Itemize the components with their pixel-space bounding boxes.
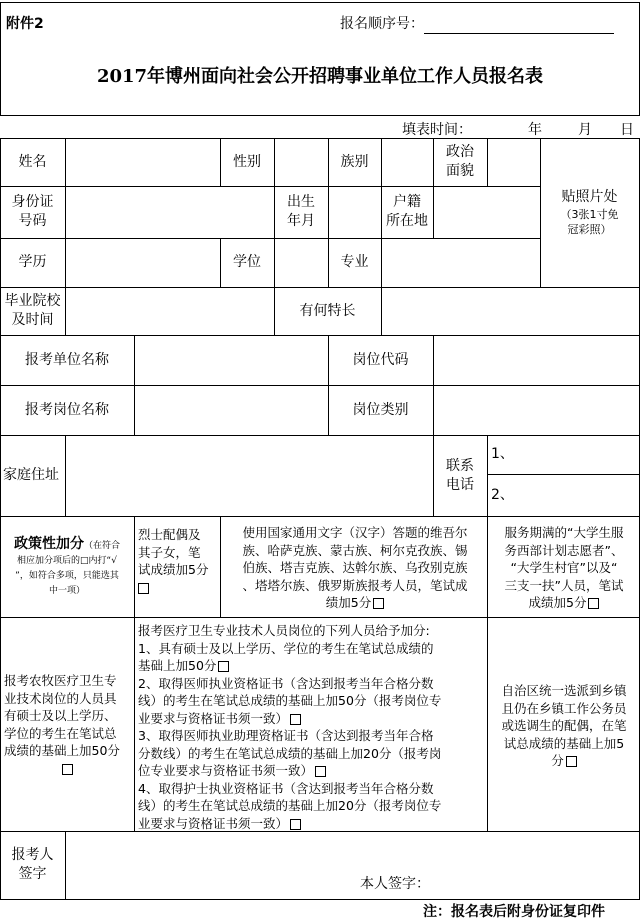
education-field[interactable] bbox=[66, 239, 220, 287]
id-label-line: 号码 bbox=[18, 213, 47, 229]
name-label: 姓名 bbox=[18, 153, 47, 170]
self-sign-label: 本人签字： bbox=[360, 876, 430, 892]
attachment-label: 附件2 bbox=[6, 16, 44, 32]
phone-label-line: 电话 bbox=[446, 476, 474, 493]
martyr-line: 烈士配偶及 bbox=[138, 527, 201, 542]
service-line: 成绩加5分 bbox=[528, 595, 587, 610]
page-title: 2017年博州面向社会公开招聘事业单位工作人员报名表 bbox=[96, 66, 544, 87]
degree-label: 学位 bbox=[233, 254, 261, 270]
post-type-label: 岗位类别 bbox=[352, 401, 409, 418]
minority-line: 、塔塔尔族、俄罗斯族报考人员，笔试成 bbox=[242, 577, 468, 593]
medical-line: 基础上加50分 bbox=[138, 658, 217, 673]
name-field[interactable] bbox=[66, 139, 220, 186]
martyr-text bbox=[138, 526, 220, 596]
photo-area[interactable] bbox=[540, 138, 639, 287]
applicant-label-line: 签字 bbox=[18, 866, 47, 882]
post-code-field[interactable] bbox=[434, 336, 639, 385]
medical-checkbox-3[interactable] bbox=[315, 766, 326, 777]
birth-field[interactable] bbox=[329, 187, 381, 238]
service-checkbox[interactable] bbox=[588, 598, 599, 609]
medical-line: 2、取得医师执业资格证书（含达到报考当年合格分数 bbox=[138, 675, 434, 691]
medical-line: 位专业要求与资格证书须一致） bbox=[138, 763, 314, 778]
row-line bbox=[0, 899, 640, 900]
frame-line bbox=[0, 2, 640, 3]
service-line: 服务期满的“大学生服 bbox=[504, 525, 624, 540]
hukou-label-line: 所在地 bbox=[386, 213, 428, 229]
frame-line bbox=[0, 115, 640, 116]
policy-note: ”，如符合多项，只能选其 bbox=[15, 570, 119, 581]
seq-label bbox=[340, 14, 614, 34]
medical-checkbox-2[interactable] bbox=[290, 714, 301, 725]
applicant-label bbox=[0, 831, 65, 899]
medical-line: 分数线）的考生在笔试总成绩的基础上加20分（报考岗 bbox=[138, 745, 442, 761]
township-text bbox=[490, 682, 638, 770]
footer-note: 注：报名表后附身份证复印件 bbox=[423, 904, 605, 920]
post-name-label: 报考岗位名称 bbox=[25, 401, 109, 418]
policy-label: 政策性加分 bbox=[13, 535, 84, 552]
gender-label: 性别 bbox=[233, 153, 261, 170]
policy-note: 相应加分项后的□内打“√ bbox=[17, 555, 117, 566]
minority-text bbox=[224, 524, 486, 612]
agri-line: 学位的考生在笔试总 bbox=[4, 725, 117, 741]
hukou-label-line: 户籍 bbox=[393, 194, 421, 210]
seq-input-line[interactable] bbox=[424, 19, 614, 34]
id-label bbox=[0, 186, 65, 238]
township-line: 分 bbox=[551, 753, 564, 768]
township-line: 试总成绩的基础上加5 bbox=[503, 735, 625, 751]
fill-month: 月 bbox=[578, 122, 592, 138]
birth-label-line: 出生 bbox=[287, 194, 315, 210]
specialty-field[interactable] bbox=[382, 288, 639, 335]
phone-2-field[interactable]: 2、 bbox=[491, 487, 514, 503]
school-label-line: 及时间 bbox=[11, 312, 54, 328]
township-line: 或选调生的配偶，在笔 bbox=[501, 718, 627, 733]
ethnicity-label: 族别 bbox=[340, 153, 369, 170]
political-label-line: 政治 bbox=[446, 144, 474, 160]
martyr-line: 试成绩加5分 bbox=[138, 562, 209, 577]
photo-note: （3张1寸免 bbox=[560, 208, 619, 221]
address-field[interactable] bbox=[66, 436, 433, 516]
major-field[interactable] bbox=[382, 239, 540, 287]
service-line: 三支一扶”人员，笔试 bbox=[504, 577, 624, 593]
school-field[interactable] bbox=[66, 288, 274, 335]
id-field[interactable] bbox=[66, 187, 274, 238]
service-line: 务西部计划志愿者”、 bbox=[504, 542, 624, 558]
agri-checkbox[interactable] bbox=[62, 764, 73, 775]
medical-checkbox-1[interactable] bbox=[218, 661, 229, 672]
photo-label: 贴照片处 bbox=[561, 189, 618, 205]
gender-field[interactable] bbox=[275, 139, 328, 186]
medical-line: 业要求与资格证书须一致） bbox=[138, 815, 289, 831]
col-line bbox=[134, 617, 135, 831]
minority-line: 使用国家通用文字（汉字）答题的维吾尔 bbox=[242, 525, 468, 540]
seq-label-text: 报名顺序号： bbox=[340, 16, 424, 32]
service-text bbox=[490, 524, 638, 612]
hukou-label bbox=[381, 186, 433, 238]
post-code-label: 岗位代码 bbox=[352, 351, 409, 368]
col-line bbox=[134, 516, 135, 617]
minority-line: 绩加5分 bbox=[325, 595, 372, 610]
school-label bbox=[0, 287, 65, 335]
policy-label-cell bbox=[0, 516, 134, 617]
row-line bbox=[0, 617, 640, 618]
photo-note: 冠彩照） bbox=[567, 223, 612, 236]
specialty-label: 有何特长 bbox=[299, 302, 356, 319]
medical-line: 线）的考生在笔试总成绩的基础上加20分（报考岗位专 bbox=[138, 798, 442, 813]
col-line bbox=[487, 617, 488, 831]
signature-area[interactable] bbox=[66, 832, 639, 899]
education-label: 学历 bbox=[18, 254, 47, 270]
medical-checkbox-4[interactable] bbox=[290, 819, 301, 830]
phone-label bbox=[433, 435, 487, 516]
col-line bbox=[220, 516, 221, 617]
hukou-field[interactable] bbox=[434, 187, 540, 238]
medical-line: 4、取得护士执业资格证书（含达到报考当年合格分数 bbox=[138, 780, 434, 796]
major-label: 专业 bbox=[340, 254, 369, 270]
policy-note: （在符合 bbox=[83, 540, 120, 551]
degree-field[interactable] bbox=[275, 239, 328, 287]
township-checkbox[interactable] bbox=[566, 756, 577, 767]
unit-label: 报考单位名称 bbox=[25, 351, 109, 368]
minority-checkbox[interactable] bbox=[373, 598, 384, 609]
township-line: 且仍在乡镇工作公务员 bbox=[501, 700, 627, 716]
township-line: 自治区统一选派到乡镇 bbox=[501, 683, 627, 698]
agri-line: 报考农牧医疗卫生专 bbox=[4, 673, 117, 688]
political-label bbox=[433, 138, 487, 186]
birth-label-line: 年月 bbox=[287, 213, 315, 229]
post-name-field[interactable] bbox=[135, 386, 328, 435]
medical-line: 报考医疗卫生专业技术人员岗位的下列人员给予加分: bbox=[138, 623, 430, 638]
service-line: “大学生村官”以及“ bbox=[510, 560, 618, 575]
fill-day: 日 bbox=[620, 122, 634, 138]
phone-1-field[interactable]: 1、 bbox=[491, 446, 514, 462]
phone-label-line: 联系 bbox=[446, 457, 474, 474]
medical-line: 线）的考生在笔试总成绩的基础上加50分（报考岗位专 bbox=[138, 693, 442, 708]
medical-line: 1、具有硕士及以上学历、学位的考生在笔试总成绩的 bbox=[138, 640, 434, 656]
medical-line: 业要求与资格证书须一致） bbox=[138, 710, 289, 726]
political-label-line: 面貌 bbox=[446, 163, 474, 179]
medical-line: 3、取得医师执业助理资格证书（含达到报考当年合格 bbox=[138, 728, 434, 743]
political-field[interactable] bbox=[488, 139, 540, 186]
martyr-checkbox[interactable] bbox=[138, 583, 149, 594]
unit-field[interactable] bbox=[135, 336, 328, 385]
school-label-line: 毕业院校 bbox=[4, 293, 61, 309]
applicant-label-line: 报考人 bbox=[11, 847, 54, 863]
policy-note: 中一项） bbox=[48, 585, 85, 596]
frame-line bbox=[0, 2, 1, 116]
agri-line: 业技术岗位的人员具 bbox=[4, 690, 117, 706]
post-type-field[interactable] bbox=[434, 386, 639, 435]
agri-text bbox=[4, 672, 134, 777]
id-label-line: 身份证 bbox=[11, 194, 54, 210]
address-label: 家庭住址 bbox=[3, 467, 59, 483]
martyr-line: 其子女，笔 bbox=[138, 544, 201, 560]
medical-items bbox=[138, 622, 486, 832]
col-line bbox=[487, 516, 488, 617]
agri-line: 有硕士及以上学历、 bbox=[4, 708, 117, 723]
fill-time-label: 填表时间： bbox=[402, 122, 472, 138]
fill-year: 年 bbox=[528, 122, 542, 138]
agri-line: 成绩的基础上加50分 bbox=[4, 743, 120, 758]
minority-line: 族、哈萨克族、蒙古族、柯尔克孜族、锡 bbox=[242, 542, 468, 558]
ethnicity-field[interactable] bbox=[382, 139, 433, 186]
birth-label bbox=[274, 186, 328, 238]
minority-line: 伯族、塔吉克族、达斡尔族、乌孜别克族 bbox=[242, 560, 468, 575]
